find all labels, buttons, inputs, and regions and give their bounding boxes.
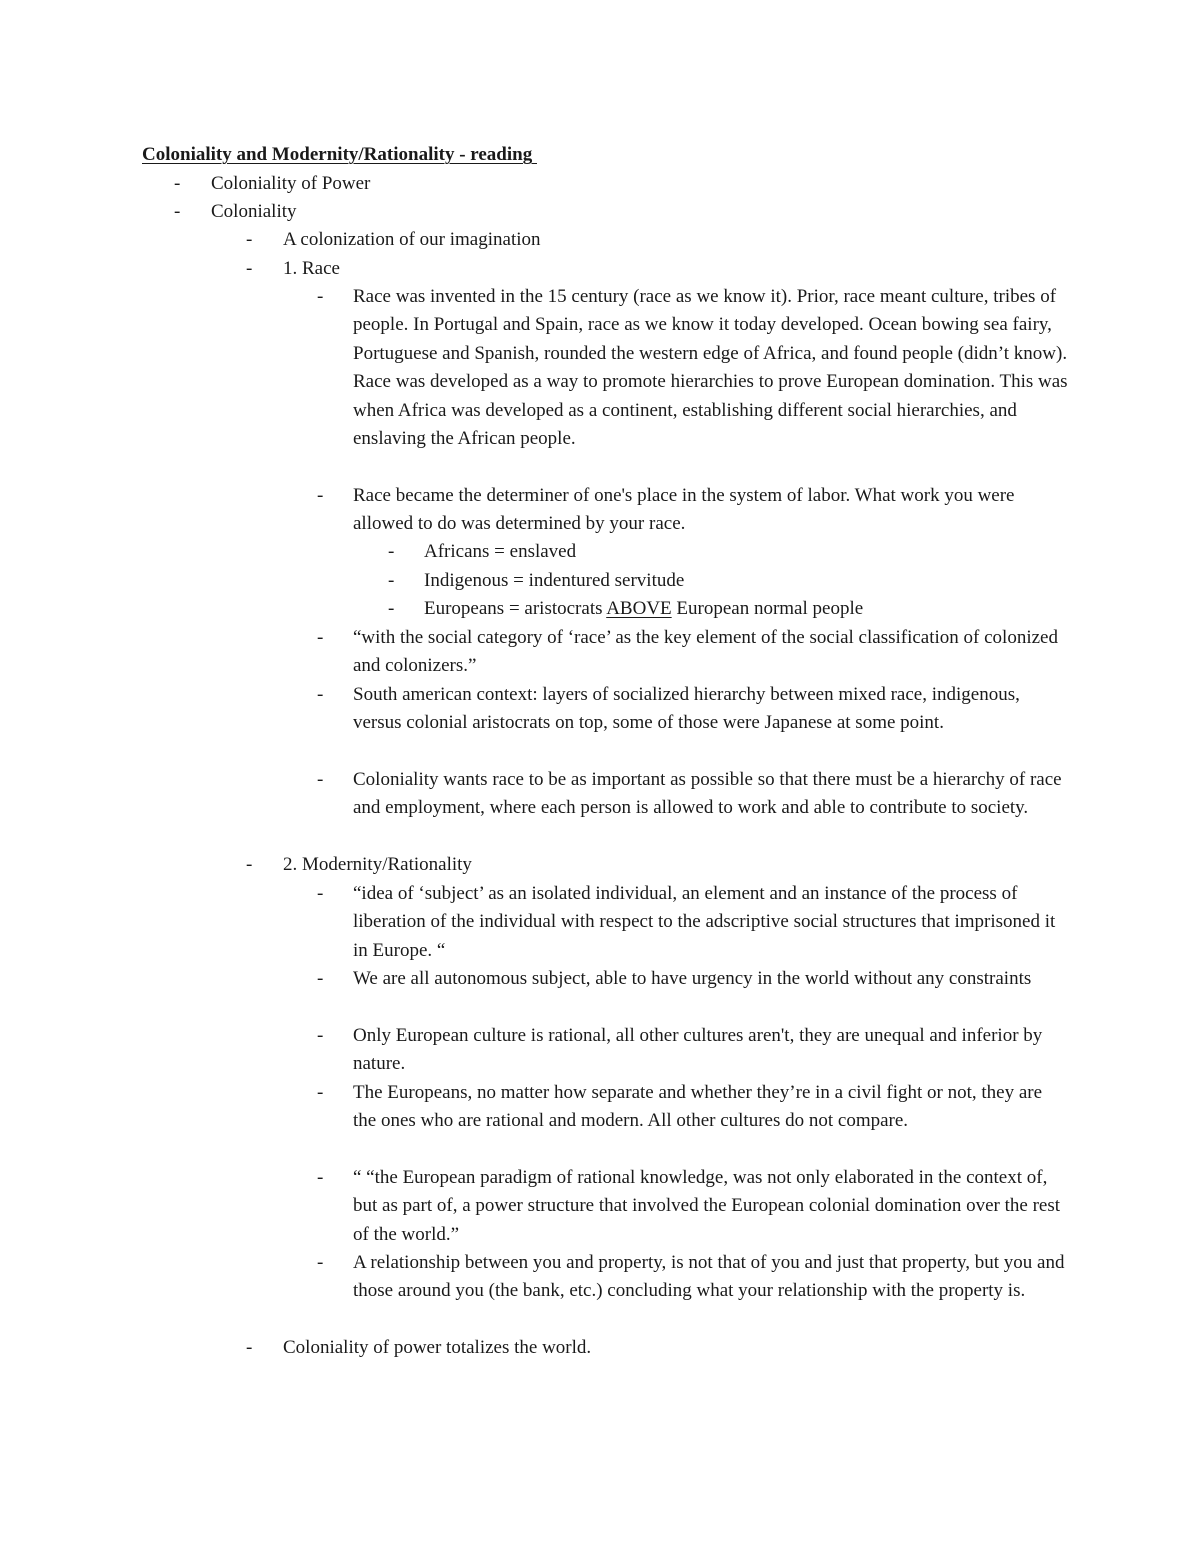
bullet-dash: - — [317, 684, 324, 705]
section-heading-modernity: 2. Modernity/Rationality — [283, 854, 472, 875]
bullet-dash: - — [246, 1337, 253, 1358]
bullet-dash: - — [317, 1167, 324, 1188]
list-item-text: South american context: layers of socialized hierarchy between mixed race, indigenous, versus colonial aristocrats on top, some of those were Japanese at some point. — [353, 684, 1020, 734]
list-item-text: “idea of ‘subject’ as an isolated individual, an element and an instance of the process of liberation of the individual with respect to the adscriptive social structures that imprisoned it in Europe. “ — [353, 883, 1056, 961]
bullet-dash: - — [317, 769, 324, 790]
list-item-text: Coloniality of Power — [211, 173, 371, 194]
list-item-text: Only European culture is rational, all other cultures aren't, they are unequal and inferior by nature. — [353, 1025, 1043, 1075]
list-item-text: “with the social category of ‘race’ as the key element of the social classification of colonized and colonizers.” — [353, 627, 1058, 677]
bullet-dash: - — [317, 286, 324, 307]
bullet-dash: - — [317, 1082, 324, 1103]
bullet-dash: - — [246, 854, 253, 875]
list-item-text: We are all autonomous subject, able to have urgency in the world without any constraints — [353, 968, 1032, 989]
bullet-dash: - — [317, 627, 324, 648]
bullet-dash: - — [174, 173, 181, 194]
section-heading-race: 1. Race — [283, 258, 340, 279]
list-item-text: Africans = enslaved — [424, 541, 577, 562]
bullet-dash: - — [317, 968, 324, 989]
list-item-text: Race became the determiner of one's place in the system of labor. What work you were allowed to do was determined by your race. — [353, 485, 1015, 535]
bullet-dash: - — [246, 258, 253, 279]
list-item-text: Race was invented in the 15 century (race as we know it). Prior, race meant culture, tribes of people. In Portugal and Spain, race as we know it today developed. Ocean bowing sea fairy, Portuguese and Spanish, rounded the western edge of Africa, and found people (didn’t know). Race was developed as a way to promote hierarchies to prove European domination. This was when Africa was developed as a continent, establishing different social hierarchies, and enslaving the African people. — [353, 286, 1068, 450]
list-item-text: Coloniality — [211, 201, 297, 222]
bullet-dash: - — [317, 1025, 324, 1046]
bullet-dash: - — [317, 485, 324, 506]
list-item-text-part: European normal people — [671, 598, 864, 619]
document-title: Coloniality and Modernity/Rationality - reading — [142, 144, 537, 165]
bullet-dash: - — [388, 598, 395, 619]
list-item-text: The Europeans, no matter how separate and whether they’re in a civil fight or not, they are the ones who are rational and modern. All other cultures do not compare. — [353, 1082, 1043, 1132]
list-item-text — [424, 595, 1064, 623]
list-item-text: A relationship between you and property, is not that of you and just that property, but you and those around you (the bank, etc.) concluding what your relationship with the property is. — [353, 1252, 1065, 1302]
bullet-dash: - — [317, 883, 324, 904]
list-item-text: “ “the European paradigm of rational knowledge, was not only elaborated in the context of, but as part of, a power structure that involved the European colonial domination over the rest of the world.” — [353, 1167, 1061, 1245]
bullet-dash: - — [388, 541, 395, 562]
list-item-text: Indigenous = indentured servitude — [424, 570, 685, 591]
list-item-text: Coloniality of power totalizes the world. — [283, 1337, 592, 1358]
list-item-text-part: Europeans = aristocrats — [424, 598, 607, 619]
bullet-dash: - — [246, 229, 253, 250]
bullet-dash: - — [174, 201, 181, 222]
bullet-dash: - — [317, 1252, 324, 1273]
list-item-text: A colonization of our imagination — [283, 229, 541, 250]
bullet-dash: - — [388, 570, 395, 591]
list-item-text: Coloniality wants race to be as important as possible so that there must be a hierarchy of race and employment, where each person is allowed to work and able to contribute to society. — [353, 769, 1062, 819]
underlined-word: ABOVE — [606, 598, 672, 619]
